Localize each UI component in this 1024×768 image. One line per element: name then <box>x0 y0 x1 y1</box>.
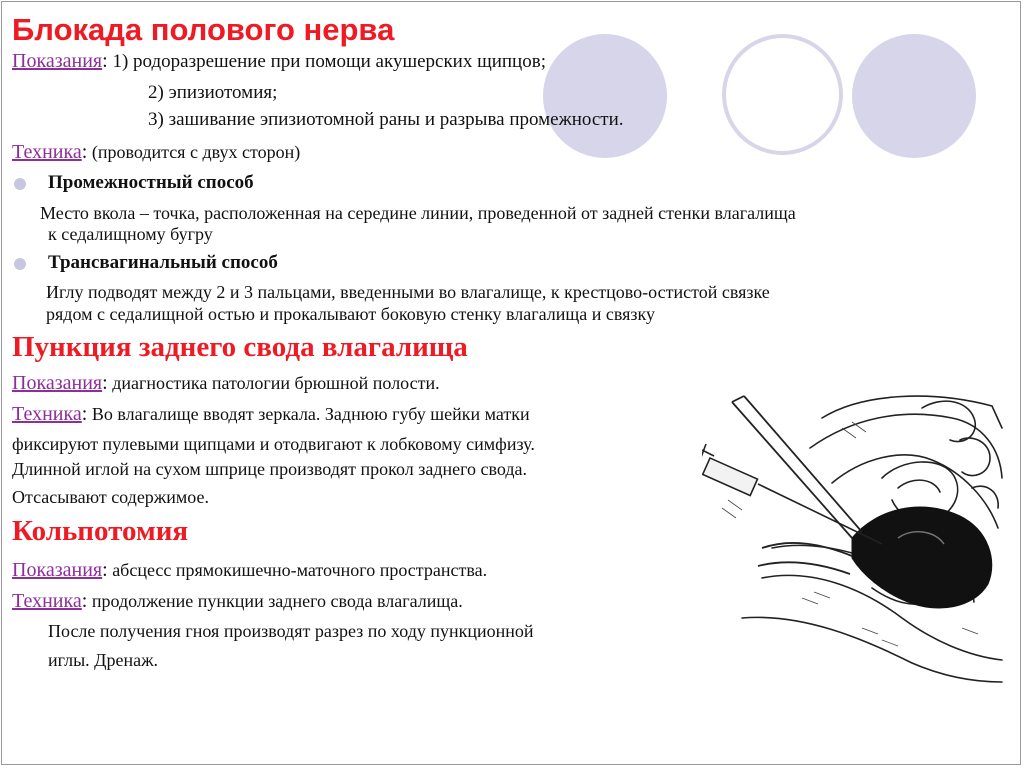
indications-label: Показания <box>12 559 103 581</box>
method-2-line-2: рядом с седалищной остью и прокалывают боковую стенку влагалища и связку <box>46 304 656 324</box>
puncture-indications: Показания: диагностика патологии брюшной полости. <box>12 372 440 394</box>
method-2-title: Трансвагинальный способ <box>48 252 278 273</box>
decor-circle-filled-1 <box>543 34 667 158</box>
decor-circle-filled-2 <box>852 34 976 158</box>
pelvic-section-illustration <box>702 388 1006 684</box>
puncture-heading: Пункция заднего свода влагалища <box>12 331 468 363</box>
method-1-title: Промежностный способ <box>48 172 254 193</box>
technique-label: Техника <box>12 403 82 425</box>
puncture-technique-line-1: Техника: Во влагалище вводят зеркала. Заднюю губу шейки матки <box>12 403 530 425</box>
method-2-line-1: Иглу подводят между 2 и 3 пальцами, введенными во влагалище, к крестцово-остистой связке <box>46 282 770 302</box>
slide-title: Блокада полового нерва <box>12 12 395 47</box>
puncture-technique-line-4: Отсасывают содержимое. <box>12 487 209 507</box>
indication-3: 3) зашивание эпизиотомной раны и разрыва промежности. <box>148 109 624 130</box>
colpotomy-technique: Техника: продолжение пункции заднего свода влагалища. <box>12 590 463 612</box>
indications-label: Показания <box>12 372 103 394</box>
method-1-line-2: к седалищному бугру <box>48 224 213 244</box>
technique-text: (проводится с двух сторон) <box>87 142 301 162</box>
technique-label: Техника <box>12 590 82 612</box>
bullet-dot-icon <box>14 178 26 190</box>
decor-circle-outline <box>722 34 843 155</box>
colpotomy-heading: Кольпотомия <box>12 515 189 547</box>
method-1-line-1: Место вкола – точка, расположенная на середине линии, проведенной от задней стенки влагалища <box>40 203 796 223</box>
colpotomy-technique-line-3: иглы. Дренаж. <box>48 650 159 670</box>
colpotomy-technique-line-2: После получения гноя производят разрез по ходу пункционной <box>48 621 534 641</box>
technique-label: Техника <box>12 141 82 163</box>
bullet-dot-icon <box>14 258 26 270</box>
indication-1: 1) родоразрешение при помощи акушерских щипцов; <box>107 51 546 72</box>
colpotomy-indications: Показания: абсцесс прямокишечно-маточного пространства. <box>12 559 488 581</box>
nerve-block-indications-line-1: Показания: 1) родоразрешение при помощи акушерских щипцов; <box>12 50 546 72</box>
indication-2: 2) эпизиотомия; <box>148 82 278 103</box>
indications-label: Показания <box>12 50 103 72</box>
puncture-technique-line-2: фиксируют пулевыми щипцами и отодвигают к лобковому симфизу. <box>12 434 535 454</box>
puncture-technique-line-3: Длинной иглой на сухом шприце производят прокол заднего свода. <box>12 459 528 479</box>
nerve-block-technique: Техника: (проводится с двух сторон) <box>12 141 301 163</box>
